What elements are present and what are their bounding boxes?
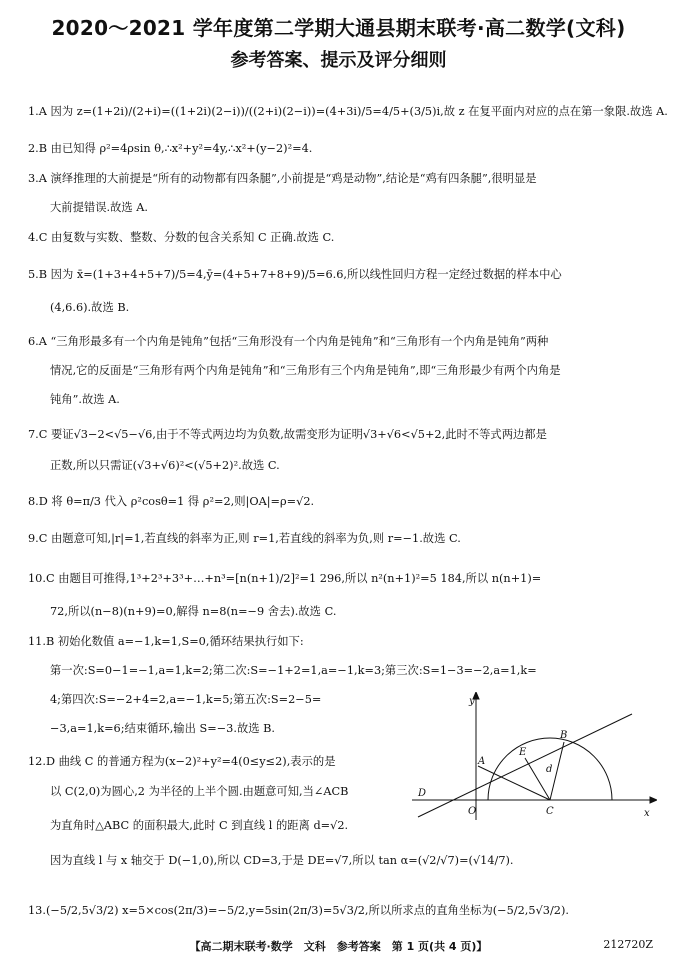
answer-1-line-1: 1.A 因为 z=(1+2i)/(2+i)=((1+2i)(2−i))/((2+i)(2−i))=(4+3i)/5=4/5+(3/5)i,故 z 在复平面内对应的点在第一象限.故选 A. bbox=[28, 105, 668, 118]
answer-3-line-1: 3.A 演绎推理的大前提是“所有的动物都有四条腿”,小前提是“鸡是动物”,结论是“鸡有四条腿”,很明显是 bbox=[28, 172, 537, 185]
answer-6-line-3: 钝角”.故选 A. bbox=[50, 393, 120, 406]
answer-5-line-2: (4,6.6).故选 B. bbox=[50, 301, 130, 314]
answer-12-line-1: 12.D 曲线 C 的普通方程为(x−2)²+y²=4(0≤y≤2),表示的是 bbox=[28, 755, 336, 768]
answer-12-line-3: 为直角时△ABC 的面积最大,此时 C 到直线 l 的距离 d=√2. bbox=[50, 819, 349, 832]
label-a: A bbox=[478, 756, 486, 767]
answer-9-line-1: 9.C 由题意可知,|r|=1,若直线的斜率为正,则 r=1,若直线的斜率为负,则 r=−1.故选 C. bbox=[28, 532, 461, 545]
answer-11-line-2: 第一次:S=0−1=−1,a=1,k=2;第二次:S=−1+2=1,a=−1,k=3;第三次:S=1−3=−2,a=1,k= bbox=[50, 664, 537, 677]
label-b: B bbox=[560, 730, 568, 741]
line-l bbox=[418, 714, 632, 817]
answer-6-line-1: 6.A “三角形最多有一个内角是钝角”包括“三角形没有一个内角是钝角”和“三角形有一个内角是钝角”两种 bbox=[28, 335, 549, 348]
label-d-point: D bbox=[418, 788, 427, 799]
answer-11-line-4: −3,a=1,k=6;结束循环,输出 S=−3.故选 B. bbox=[50, 722, 276, 735]
answer-5-line-1: 5.B 因为 x̄=(1+3+4+5+7)/5=4,ȳ=(4+5+7+8+9)/5=6.6,所以线性回归方程一定经过数据的样本中心 bbox=[28, 268, 562, 281]
answer-12-line-2: 以 C(2,0)为圆心,2 为半径的上半个圆.由题意可知,当∠ACB bbox=[50, 785, 349, 798]
paper-code: 212720Z bbox=[603, 938, 653, 951]
answer-11-line-1: 11.B 初始化数值 a=−1,k=1,S=0,循环结果执行如下: bbox=[28, 635, 304, 648]
label-x: x bbox=[644, 808, 650, 819]
label-o: O bbox=[468, 806, 477, 817]
answer-2-line-1: 2.B 由已知得 ρ²=4ρsin θ,∴x²+y²=4y,∴x²+(y−2)²=4. bbox=[28, 142, 313, 155]
page-title: 2020～2021 学年度第二学期大通县期末联考·高二数学(文科) bbox=[51, 16, 626, 40]
page-subtitle: 参考答案、提示及评分细则 bbox=[230, 50, 447, 71]
answer-12-line-4: 因为直线 l 与 x 轴交于 D(−1,0),所以 CD=3,于是 DE=√7,所以 tan α=(√2/√7)=(√14/7). bbox=[50, 854, 514, 867]
answer-7-line-1: 7.C 要证√3−2<√5−√6,由于不等式两边均为负数,故需变形为证明√3+√6<√5+2,此时不等式两边都是 bbox=[28, 428, 547, 441]
answer-11-line-3: 4;第四次:S=−2+4=2,a=−1,k=5;第五次:S=2−5= bbox=[50, 693, 322, 706]
label-c: C bbox=[546, 806, 554, 817]
x-axis-arrow bbox=[650, 797, 657, 803]
label-d-distance: d bbox=[546, 764, 553, 775]
answer-7-line-2: 正数,所以只需证(√3+√6)²<(√5+2)².故选 C. bbox=[50, 459, 280, 472]
label-e: E bbox=[519, 747, 527, 758]
page-footer: 【高二期末联考·数学 文科 参考答案 第 1 页(共 4 页)】 bbox=[189, 940, 488, 953]
label-y: y bbox=[469, 696, 475, 707]
answer-8-line-1: 8.D 将 θ=π/3 代入 ρ²cosθ=1 得 ρ²=2,则|OA|=ρ=√2. bbox=[28, 495, 315, 508]
answer-6-line-2: 情况,它的反面是“三角形有两个内角是钝角”和“三角形有三个内角是钝角”,即“三角形最少有两个内角是 bbox=[50, 364, 561, 377]
answer-13-line-1: 13.(−5/2,5√3/2) x=5×cos(2π/3)=−5/2,y=5sin(2π/3)=5√3/2,所以所求点的直角坐标为(−5/2,5√3/2). bbox=[28, 904, 569, 917]
answer-4-line-1: 4.C 由复数与实数、整数、分数的包含关系知 C 正确.故选 C. bbox=[28, 231, 335, 244]
geometry-figure bbox=[412, 692, 657, 822]
answer-10-line-1: 10.C 由题目可推得,1³+2³+3³+…+n³=[n(n+1)/2]²=1 296,所以 n²(n+1)²=5 184,所以 n(n+1)= bbox=[28, 572, 542, 585]
answer-10-line-2: 72,所以(n−8)(n+9)=0,解得 n=8(n=−9 舍去).故选 C. bbox=[50, 605, 337, 618]
answer-3-line-2: 大前提错误.故选 A. bbox=[50, 201, 149, 214]
